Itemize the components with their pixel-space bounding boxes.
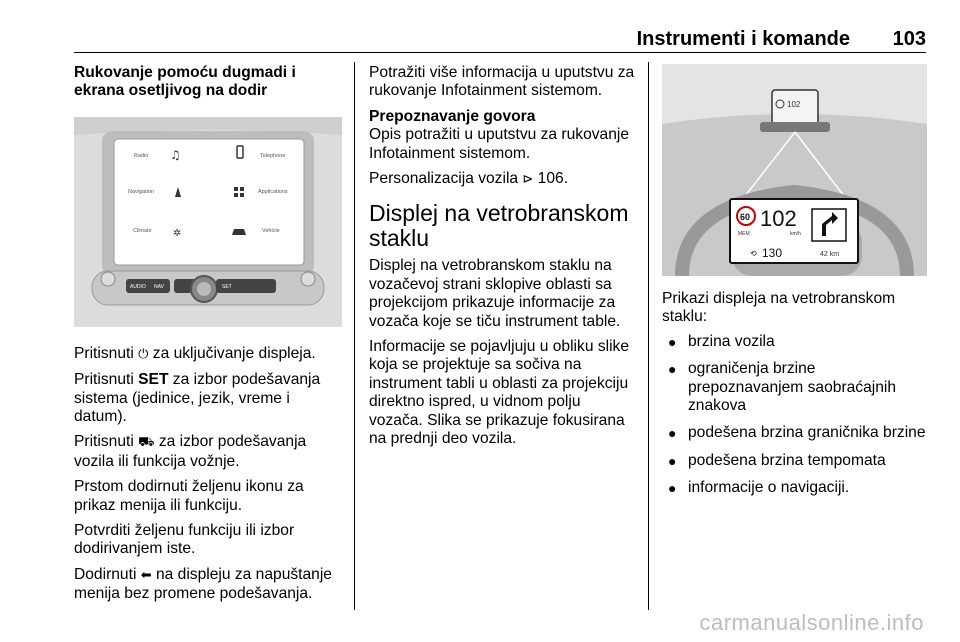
list-item: ● ograničenja brzine prepoznavanjem saobraćajnih znakova [668,360,897,415]
paragraph: Pritisnuti ⏻ za uključivanje displeja. [74,345,342,364]
page-title: Instrumenti i komande [636,28,850,50]
paragraph: Pritisnuti SET za izbor podešavanja sistema (jedinice, jezik, vreme i datum). [74,371,321,426]
tile-climate: Climate [133,227,152,234]
page-number: 103 [892,28,926,50]
tile-telephone: Telephone [260,152,286,159]
paragraph: Prstom dodirnuti željenu ikonu za prikaz menija ili funkciju. [74,478,304,514]
paragraph: Dodirnuti ⬅ na displeju za napuštanje menija bez promene podešavanja. [74,565,332,603]
column-1 [74,64,342,611]
nav-distance: 42 km [820,251,840,258]
list-item: ● podešena brzina tempomata [668,451,886,469]
section-heading: Rukovanje pomoću dugmadi i ekrana osetljivog na dodir [74,64,296,100]
paragraph: Personalizacija vozila ⊳ 106. [369,170,635,189]
list-item: ● brzina vozila [668,332,775,350]
paragraph: Displej na vetrobranskom staklu na vozačevoj strani sklopive oblasti sa projekcijom prikazuje informacije za vozača koje se tiču instrument table. [369,257,621,330]
speed-value: 102 [760,206,797,231]
speed-unit: km/h [790,231,801,237]
column-2 [369,64,635,456]
back-arrow-icon: ⬅ [140,567,152,583]
hud-info-list [662,333,927,498]
cruise-speed: 130 [762,246,783,260]
list-item: ● informacije o navigaciji. [668,479,850,497]
infotainment-illustration [74,117,342,327]
small-speed: 102 [787,100,801,109]
cruise-control-icon: ⟲ [750,249,757,258]
hud-illustration [662,64,927,276]
music-icon: ♫ [170,147,181,162]
column-divider [648,62,649,610]
paragraph: Informacije se pojavljuju u obliku slike koja se projektuje sa sočiva na instrument tabli u oblasti za projekciju direktno ispred, u vidnom polju vozača. Slika se prikazuje fokusirana na prednji deo vozila. [369,338,630,448]
nav-button: NAV [154,283,164,290]
tile-applications: Applications [258,188,288,195]
set-button: SET [222,283,232,290]
vehicle-icon [232,229,246,235]
right-knob [301,272,315,286]
speed-limit-value: 60 [740,212,751,222]
paragraph: Potvrditi željenu funkciju ili izbor dodirivanjem iste. [74,522,295,558]
power-icon [197,282,211,296]
paragraph: Opis potražiti u uputstvu za rukovanje Infotainment sistemom. [369,126,630,162]
vehicle-icon: ⛟ [138,435,155,451]
tile-navigation: Navigation [128,188,154,195]
header-rule [74,52,926,53]
section-heading: Displej na vetrobranskom staklu [369,200,629,252]
mem-label: MEM [738,231,750,237]
watermark: carmanualsonline.info [699,610,924,635]
paragraph: Potražiti više informacija u uputstvu za rukovanje Infotainment sistemom. [369,64,635,100]
page-ref-icon: ⊳ [522,172,534,188]
left-knob [101,272,115,286]
infotainment-figure [74,117,342,327]
tile-vehicle: Vehicle [262,227,280,234]
audio-button: AUDIO [130,283,146,290]
subheading: Prepoznavanje govora [369,107,536,125]
column-divider [354,62,355,610]
paragraph: Pritisnuti ⛟ za izbor podešavanja vozila ili funkcija vožnje. [74,433,307,470]
hud-figure [662,64,927,276]
power-icon: ⏻ [138,346,149,362]
list-item: ● podešena brzina graničnika brzine [668,424,926,442]
climate-icon: ✲ [173,227,182,239]
paragraph: Prikazi displeja na vetrobranskom staklu: [662,290,896,326]
column-3 [662,290,927,507]
tile-radio: Radio [134,152,149,159]
